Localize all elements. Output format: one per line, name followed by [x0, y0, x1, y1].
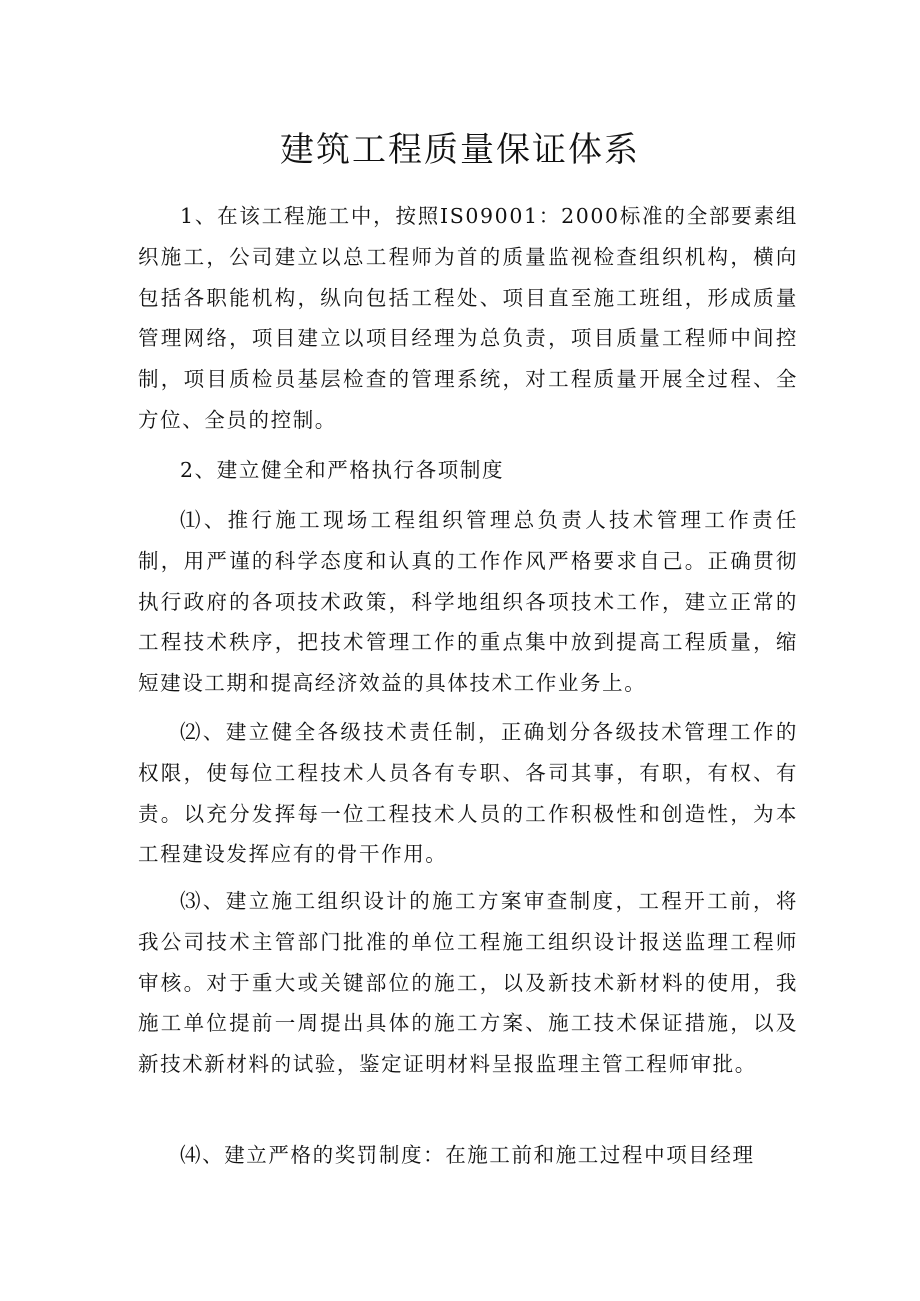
- paragraph-item-4: ⑷、建立严格的奖罚制度：在施工前和施工过程中项目经理: [180, 1143, 755, 1167]
- paragraph-quality-system: 1、在该工程施工中，按照IS09001：2000标准的全部要素组织施工，公司建立以总工程师为首的质量监视检查组织机构，横向包括各职能机构，纵向包括工程处、项目直至施工班组，形成质量管理网络，项目建立以项目经理为总负责，项目质量工程师中间控制，项目质检员基层检查的管理系统，对工程质量开展全过程、全方位、全员的控制。: [138, 204, 798, 432]
- document-title: 建筑工程质量保证体系: [280, 130, 640, 170]
- paragraph-item-1: ⑴、推行施工现场工程组织管理总负责人技术管理工作责任制，用严谨的科学态度和认真的工作作风严格要求自己。正确贯彻执行政府的各项技术政策，科学地组织各项技术工作，建立正常的工程技术秩序，把技术管理工作的重点集中放到提高工程质量，缩短建设工期和提高经济效益的具体技术工作业务上。: [138, 508, 798, 696]
- paragraph-item-3: ⑶、建立施工组织设计的施工方案审查制度，工程开工前，将我公司技术主管部门批准的单位工程施工组织设计报送监理工程师审核。对于重大或关键部位的施工，以及新技术新材料的使用，我施工单位提前一周提出具体的施工方案、施工技术保证措施，以及新技术新材料的试验，鉴定证明材料呈报监理主管工程师审批。: [138, 889, 798, 1077]
- paragraph-item-2: ⑵、建立健全各级技术责任制，正确划分各级技术管理工作的权限，使每位工程技术人员各有专职、各司其事，有职，有权、有责。以充分发挥每一位工程技术人员的工作积极性和创造性，为本工程建设发挥应有的骨干作用。: [138, 720, 798, 867]
- paragraph-section-heading: 2、建立健全和严格执行各项制度: [180, 458, 505, 482]
